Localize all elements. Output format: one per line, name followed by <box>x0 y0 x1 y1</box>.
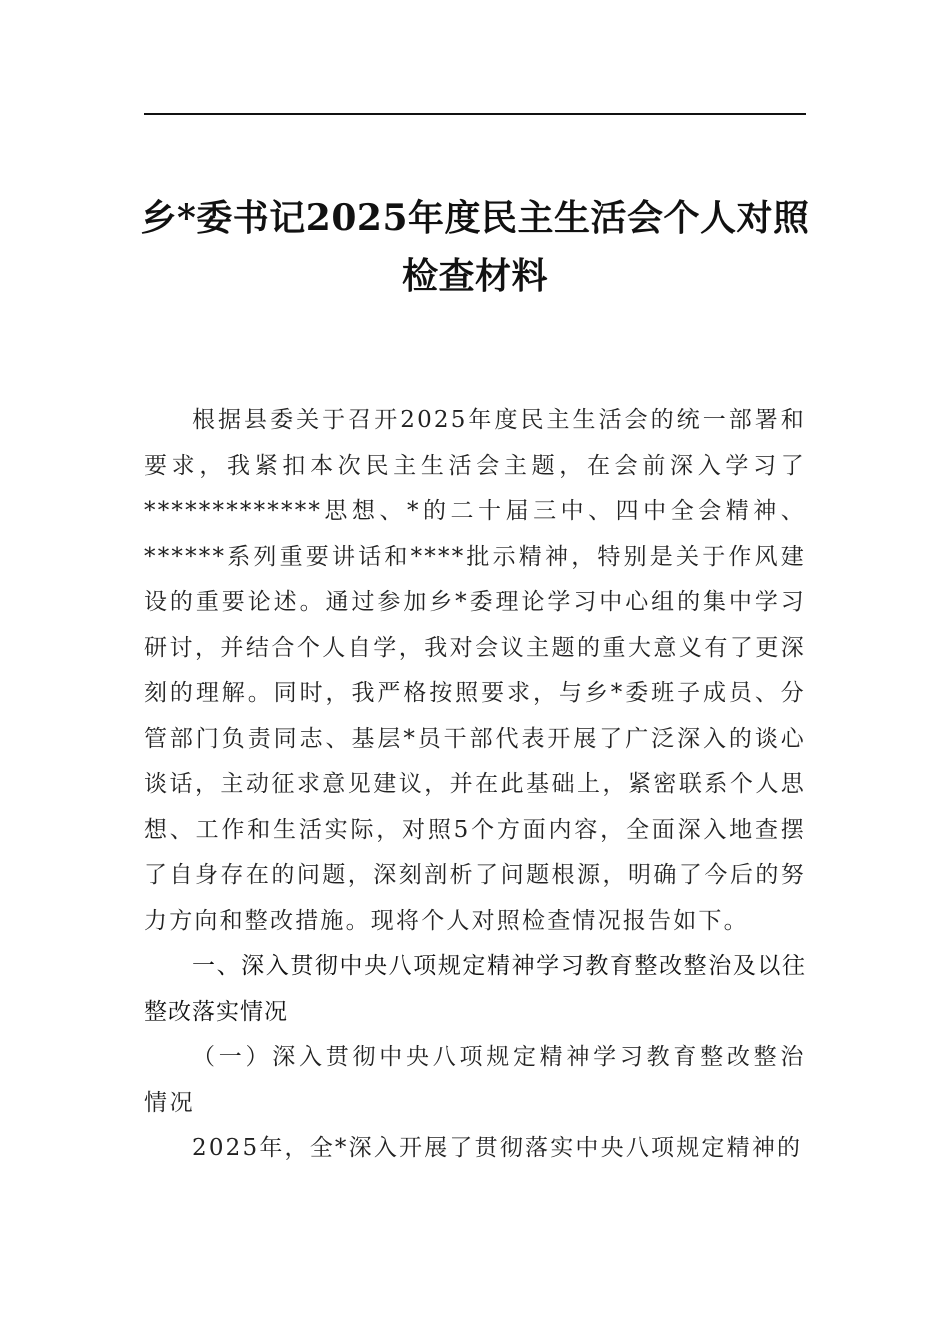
document-body <box>144 398 806 1172</box>
document-title <box>120 189 830 305</box>
intro-paragraph: 根据县委关于召开2025年度民主生活会的统一部署和要求，我紧扣本次民主生活会主题，在会前深入学习了*************思想、*的二十届三中、四中全会精神、******系列重要讲话和****批示精神，特别是关于作风建设的重要论述。通过参加乡*委理论学习中心组的集中学习研讨，并结合个人自学，我对会议主题的重大意义有了更深刻的理解。同时，我严格按照要求，与乡*委班子成员、分管部门负责同志、基层*员干部代表开展了广泛深入的谈心谈话，主动征求意见建议，并在此基础上，紧密联系个人思想、工作和生活实际，对照5个方面内容，全面深入地查摆了自身存在的问题，深刻剖析了问题根源，明确了今后的努力方向和整改措施。现将个人对照检查情况报告如下。 <box>144 407 806 934</box>
title-line-2: 检查材料 <box>401 255 548 298</box>
header-rule <box>144 113 806 115</box>
section-heading-1: 一、深入贯彻中央八项规定精神学习教育整改整治及以往整改落实情况 <box>144 953 806 1025</box>
subsection-heading-1: （一）深入贯彻中央八项规定精神学习教育整改整治情况 <box>144 1044 806 1116</box>
title-line-1: 乡*委书记2025年度民主生活会个人对照 <box>140 197 810 240</box>
body-paragraph: 2025年，全*深入开展了贯彻落实中央八项规定精神的 <box>192 1135 803 1161</box>
